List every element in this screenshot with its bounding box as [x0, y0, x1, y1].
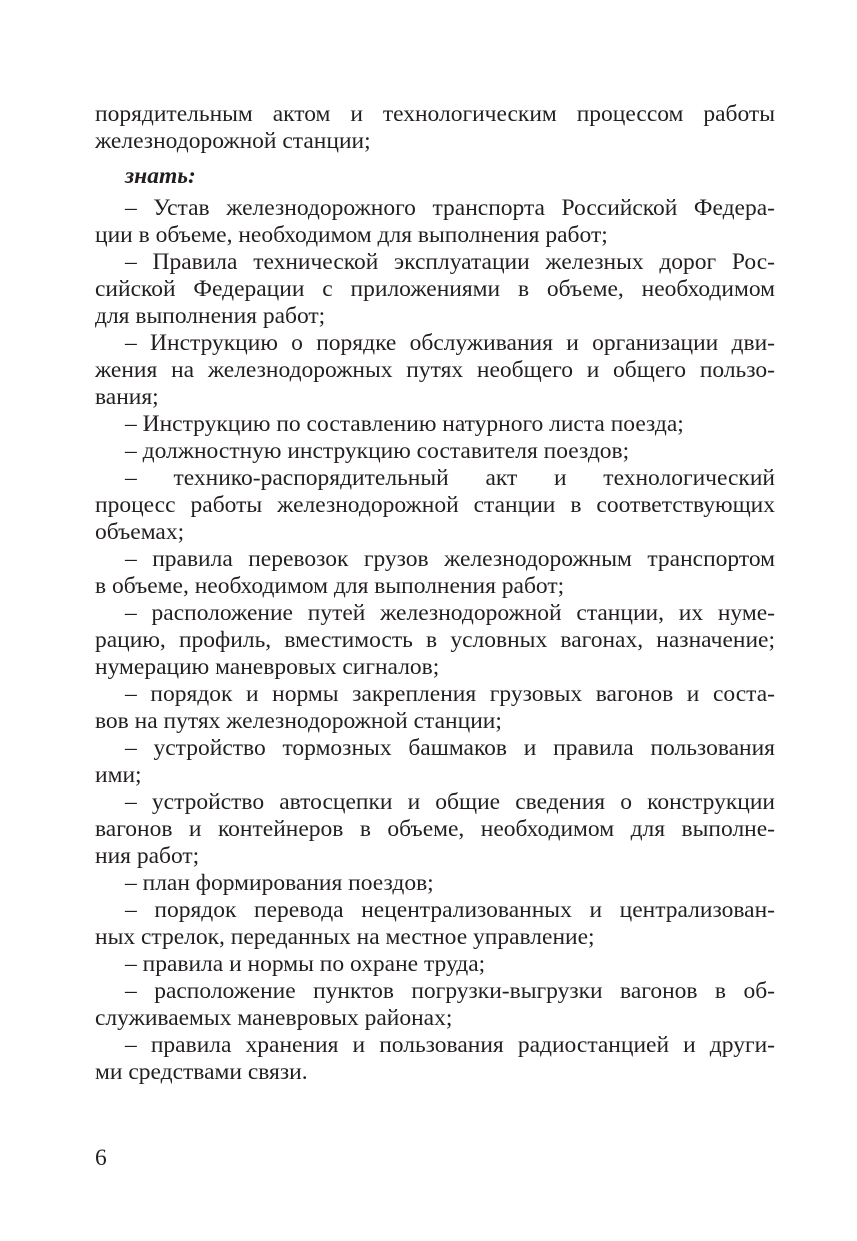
list-item [95, 789, 775, 870]
page-body [95, 101, 775, 1086]
text-line: порядительным актом и технологическим процессом работы [95, 101, 775, 127]
text-line: вагонов и контейнеров в объеме, необходимом для выполне- [95, 816, 775, 842]
text-line: в объеме, необходимом для выполнения работ; [95, 573, 565, 599]
text-line: железнодорожной станции; [95, 128, 371, 154]
text-line: нумерацию маневровых сигналов; [95, 654, 440, 680]
text-line: – расположение пунктов погрузки-выгрузки вагонов в об- [125, 978, 775, 1004]
text-line: жения на железнодорожных путях необщего и общего пользо- [95, 357, 775, 383]
list-item [95, 951, 775, 978]
list-item [95, 600, 775, 681]
text-line: – порядок перевода нецентрализованных и централизован- [125, 897, 775, 923]
list-item [95, 465, 775, 546]
text-line: – Правила технической эксплуатации железных дорог Рос- [125, 249, 775, 275]
list-item [95, 411, 775, 438]
text-line: – Инструкцию по составлению натурного листа поезда; [125, 411, 684, 437]
text-line: – правила хранения и пользования радиостанцией и други- [125, 1032, 775, 1058]
text-line: вания; [95, 384, 159, 410]
text-line: служиваемых маневровых районах; [95, 1005, 453, 1031]
list-item [95, 735, 775, 789]
text-line: – правила перевозок грузов железнодорожным транспортом [125, 546, 775, 572]
text-line: для выполнения работ; [95, 303, 326, 329]
list-item [95, 681, 775, 735]
text-line: – Инструкцию о порядке обслуживания и организации дви- [125, 330, 775, 356]
text-line: ми средствами связи. [95, 1059, 308, 1085]
text-line: процесс работы железнодорожной станции в соответствующих [95, 492, 775, 518]
text-line: – порядок и нормы закрепления грузовых вагонов и соста- [125, 681, 775, 707]
text-line: ими; [95, 762, 142, 788]
text-line: сийской Федерации с приложениями в объеме, необходимом [95, 276, 775, 302]
text-line: рацию, профиль, вместимость в условных вагонах, назначение; [95, 627, 775, 653]
text-line: – расположение путей железнодорожной станции, их нуме- [125, 600, 775, 626]
list-item [95, 195, 775, 249]
list-item [95, 546, 775, 600]
intro-paragraph [95, 101, 775, 155]
page-number: 6 [95, 1145, 107, 1171]
text-line: вов на путях железнодорожной станции; [95, 708, 502, 734]
text-line: – технико-распорядительный акт и технологический [125, 465, 775, 491]
list-item [95, 438, 775, 465]
text-line: – должностную инструкцию составителя поездов; [125, 438, 630, 464]
list-item [95, 1032, 775, 1086]
text-line: – Устав железнодорожного транспорта Российской Федера- [125, 195, 775, 221]
text-line: объемах; [95, 519, 185, 545]
section-heading: знать: [125, 163, 196, 189]
list-item [95, 249, 775, 330]
list-item [95, 897, 775, 951]
text-line: ных стрелок, переданных на местное управление; [95, 924, 595, 950]
text-line: – устройство автосцепки и общие сведения о конструкции [125, 789, 775, 815]
list-item [95, 870, 775, 897]
text-line: – устройство тормозных башмаков и правила пользования [125, 735, 775, 761]
list-item [95, 330, 775, 411]
text-line: – план формирования поездов; [125, 870, 434, 896]
text-line: ния работ; [95, 843, 200, 869]
text-line: – правила и нормы по охране труда; [125, 951, 486, 977]
list-item [95, 978, 775, 1032]
text-line: ции в объеме, необходимом для выполнения работ; [95, 222, 608, 248]
